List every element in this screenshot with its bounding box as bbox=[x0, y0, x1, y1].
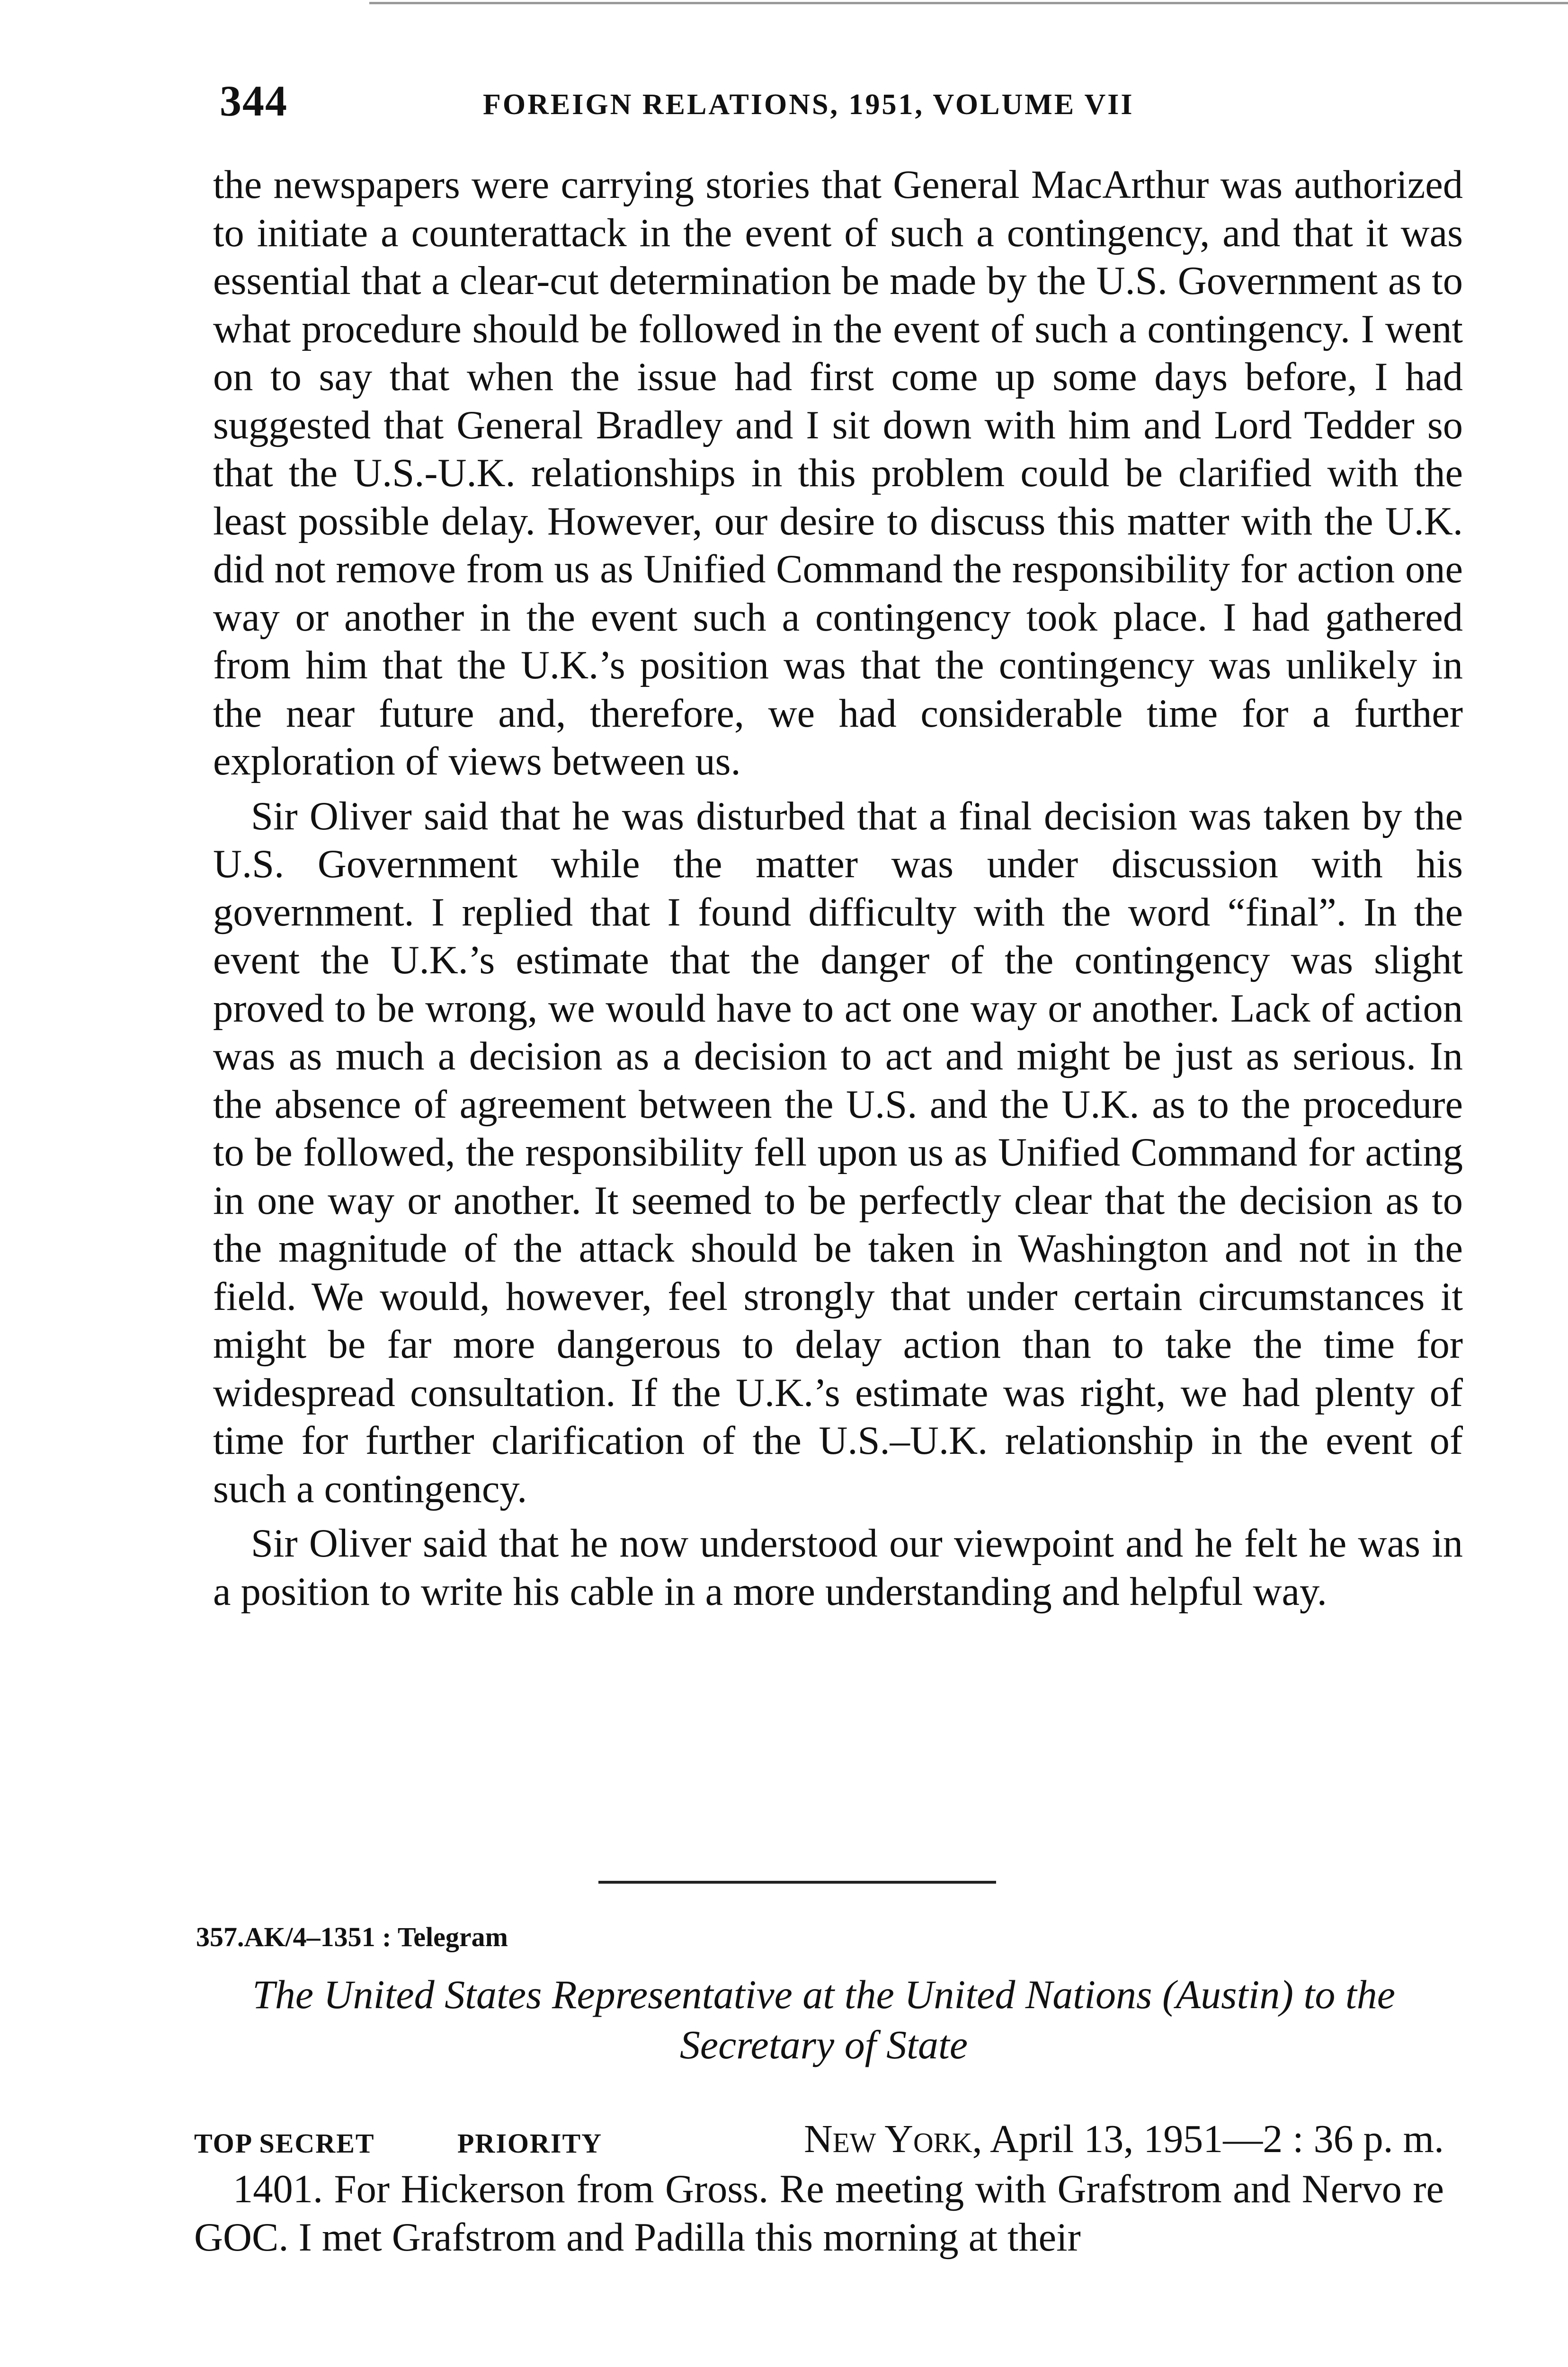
file-reference: 357.AK/4–1351 : Telegram bbox=[196, 1922, 508, 1952]
paragraph-continued: the newspapers were carrying stories that General MacArthur was authorized to initiate a counterattack in the event of such a contingency, and that it was essential that a clear-cut determination be made by the U.S. Government as to what procedure should be followed in the event of such a contingency. I went on to say that when the issue had first come up some days before, I had suggested that General Bradley and I sit down with him and Lord Tedder so that the U.S.-U.K. relationships in this problem could be clarified with the least possible delay. However, our desire to discuss this matter with the U.K. did not remove from us as Unified Command the responsibility for action one way or another in the event such a contingency took place. I had gathered from him that the U.K.’s position was that the contingency was unlikely in the near future and, therefore, we had considerable time for a further exploration of views between us. bbox=[213, 163, 1463, 783]
running-header bbox=[220, 76, 1470, 133]
dateline bbox=[194, 2116, 1444, 2168]
top-edge-rule bbox=[369, 2, 1568, 4]
section-divider bbox=[598, 1881, 996, 1884]
document-title: The United States Representative at the United Nations (Austin) to the Secretary of State bbox=[252, 1972, 1395, 2067]
paragraph-sir-oliver-understood: Sir Oliver said that he now understood our viewpoint and he felt he was in a position to write his cable in a more understanding and helpful way. bbox=[213, 1522, 1463, 1614]
running-header-title: FOREIGN RELATIONS, 1951, VOLUME VII bbox=[483, 89, 1134, 121]
telegram-paragraph: 1401. For Hickerson from Gross. Re meeting with Grafstrom and Nervo re GOC. I met Grafstrom and Padilla this morning at their bbox=[194, 2167, 1444, 2260]
body-text bbox=[213, 161, 1463, 1616]
paragraph-sir-oliver-disturbed: Sir Oliver said that he was disturbed that a final decision was taken by the U.S. Government while the matter was under discussion with his government. I replied that I found difficulty with the word “final”. In the event the U.K.’s estimate that the danger of the contingency was slight proved to be wrong, we would have to act one way or another. Lack of action was as much a decision as a decision to act and might be just as serious. In the absence of agreement between the U.S. and the U.K. as to the procedure to be followed, the responsibility fell upon us as Unified Command for acting in one way or another. It seemed to be perfectly clear that the decision as to the magnitude of the attack should be taken in Washington and not in the field. We would, however, feel strongly that under certain circumstances it might be far more dangerous to delay action than to take the time for widespread consultation. If the U.K.’s estimate was right, we had plenty of time for further clarification of the U.S.–U.K. relationship in the event of such a contingency. bbox=[213, 794, 1463, 1511]
place-and-time bbox=[804, 2116, 1444, 2162]
dateline-datetime: April 13, 1951—2 : 36 p. m. bbox=[990, 2117, 1444, 2161]
classification-label: TOP SECRET bbox=[194, 2128, 375, 2159]
dateline-place: New York, bbox=[804, 2117, 982, 2161]
telegram-body bbox=[194, 2165, 1444, 2261]
priority-label: PRIORITY bbox=[457, 2128, 603, 2159]
page-number: 344 bbox=[220, 77, 288, 125]
